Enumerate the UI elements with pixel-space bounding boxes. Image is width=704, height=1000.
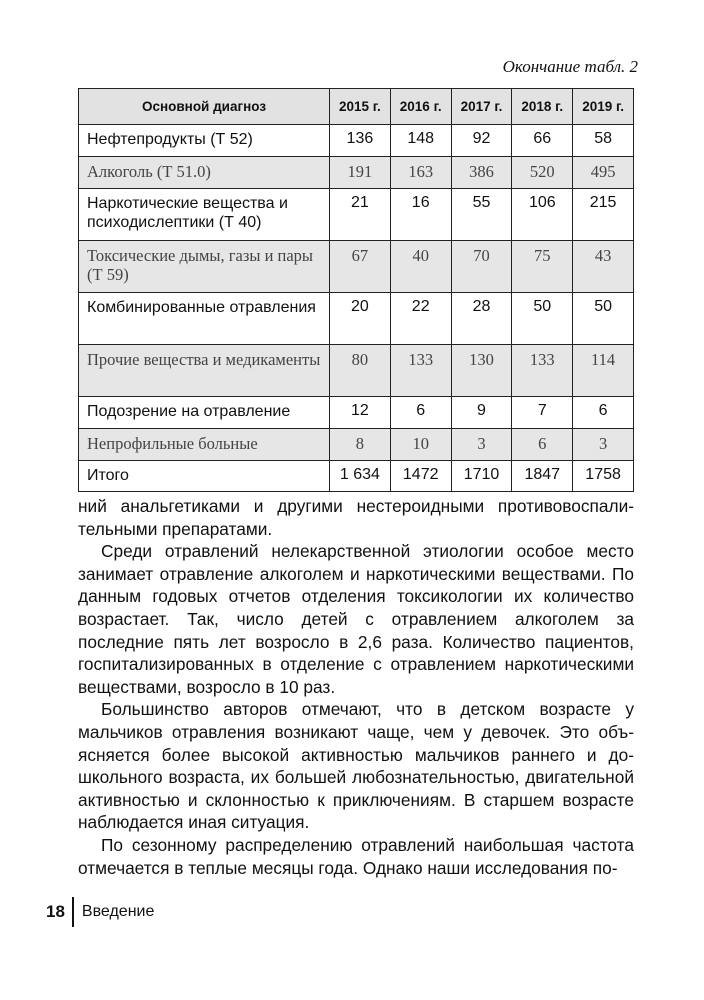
table-total-row [79, 461, 634, 492]
table-header-row [79, 89, 634, 125]
table-row [79, 189, 634, 241]
cell-value: 21 [330, 189, 391, 241]
cell-value: 6 [512, 429, 573, 461]
header-2015: 2015 г. [330, 89, 391, 125]
page-footer [46, 897, 154, 927]
cell-value: 9 [451, 397, 512, 429]
cell-value: 1472 [390, 461, 451, 492]
cell-value: 6 [573, 397, 634, 429]
paragraph: Среди отравлений нелекарственной этиологии особое место занимает отравление алкоголем и наркотическими веществами. По данным годовых отчетов отделения токсикологии их количество возрастает. Так, число детей с отравлением алкоголем за последние пять лет возросло в 2,6 раза. Количество пациентов, госпитализированных в отделение с отравлением наркотическими веществами, возросло в 10 раз. [78, 541, 634, 697]
row-label: Непрофильные больные [79, 429, 330, 461]
cell-value: 92 [451, 125, 512, 157]
cell-value: 106 [512, 189, 573, 241]
cell-value: 1847 [512, 461, 573, 492]
cell-value: 136 [330, 125, 391, 157]
cell-value: 28 [451, 293, 512, 345]
paragraph: По сезонному распределению отравлений наибольшая частота отмечается в теплые месяцы года. Однако наши исследования по- [78, 834, 634, 878]
cell-value: 495 [573, 157, 634, 189]
table-row [79, 397, 634, 429]
cell-value: 3 [573, 429, 634, 461]
header-2019: 2019 г. [573, 89, 634, 125]
paragraph: ний анальгетиками и другими нестероидными противовоспалительными препаратами. [78, 496, 634, 539]
table-caption: Окончание табл. 2 [502, 57, 638, 76]
cell-value: 7 [512, 397, 573, 429]
table-row [79, 429, 634, 461]
cell-value: 16 [390, 189, 451, 241]
row-label: Прочие вещества и медикаменты [79, 345, 330, 397]
row-label: Итого [79, 461, 330, 492]
table-row [79, 293, 634, 345]
table-row [79, 345, 634, 397]
cell-value: 55 [451, 189, 512, 241]
cell-value: 50 [573, 293, 634, 345]
cell-value: 50 [512, 293, 573, 345]
cell-value: 148 [390, 125, 451, 157]
row-label: Токсические дымы, газы и пары (Т 59) [79, 241, 330, 293]
paragraph: Большинство авторов отмечают, что в детском возрасте у мальчиков отравления возникают чаще, чем у девочек. Это объясняется более высокой активностью мальчиков раннего и дошкольного возраста, их большей любознательностью, двигательной активностью и склонностью к приключениям. В старшем возрасте наблюдается иная ситуация. [78, 699, 634, 833]
page-number: 18 [46, 902, 65, 921]
cell-value: 163 [390, 157, 451, 189]
cell-value: 20 [330, 293, 391, 345]
cell-value: 22 [390, 293, 451, 345]
header-2016: 2016 г. [390, 89, 451, 125]
table-row [79, 125, 634, 157]
cell-value: 10 [390, 429, 451, 461]
row-label: Нефтепродукты (Т 52) [79, 125, 330, 157]
cell-value: 3 [451, 429, 512, 461]
cell-value: 8 [330, 429, 391, 461]
cell-value: 1758 [573, 461, 634, 492]
cell-value: 215 [573, 189, 634, 241]
cell-value: 12 [330, 397, 391, 429]
row-label: Подозрение на отравление [79, 397, 330, 429]
cell-value: 58 [573, 125, 634, 157]
row-label: Наркотические вещества и психодислептики (Т 40) [79, 189, 330, 241]
cell-value: 520 [512, 157, 573, 189]
header-2018: 2018 г. [512, 89, 573, 125]
cell-value: 1710 [451, 461, 512, 492]
cell-value: 40 [390, 241, 451, 293]
cell-value: 75 [512, 241, 573, 293]
header-2017: 2017 г. [451, 89, 512, 125]
row-label: Комбинированные отравления [79, 293, 330, 345]
table-row [79, 241, 634, 293]
header-diagnosis: Основной диагноз [79, 89, 330, 125]
poisoning-table [78, 88, 634, 492]
cell-value: 191 [330, 157, 391, 189]
table-row [79, 157, 634, 189]
cell-value: 6 [390, 397, 451, 429]
cell-value: 130 [451, 345, 512, 397]
cell-value: 114 [573, 345, 634, 397]
footer-divider [72, 897, 74, 927]
cell-value: 43 [573, 241, 634, 293]
cell-value: 133 [512, 345, 573, 397]
cell-value: 133 [390, 345, 451, 397]
cell-value: 67 [330, 241, 391, 293]
cell-value: 80 [330, 345, 391, 397]
cell-value: 66 [512, 125, 573, 157]
cell-value: 1 634 [330, 461, 391, 492]
cell-value: 70 [451, 241, 512, 293]
section-title: Введение [81, 903, 155, 920]
body-text [78, 495, 634, 879]
row-label: Алкоголь (Т 51.0) [79, 157, 330, 189]
cell-value: 386 [451, 157, 512, 189]
